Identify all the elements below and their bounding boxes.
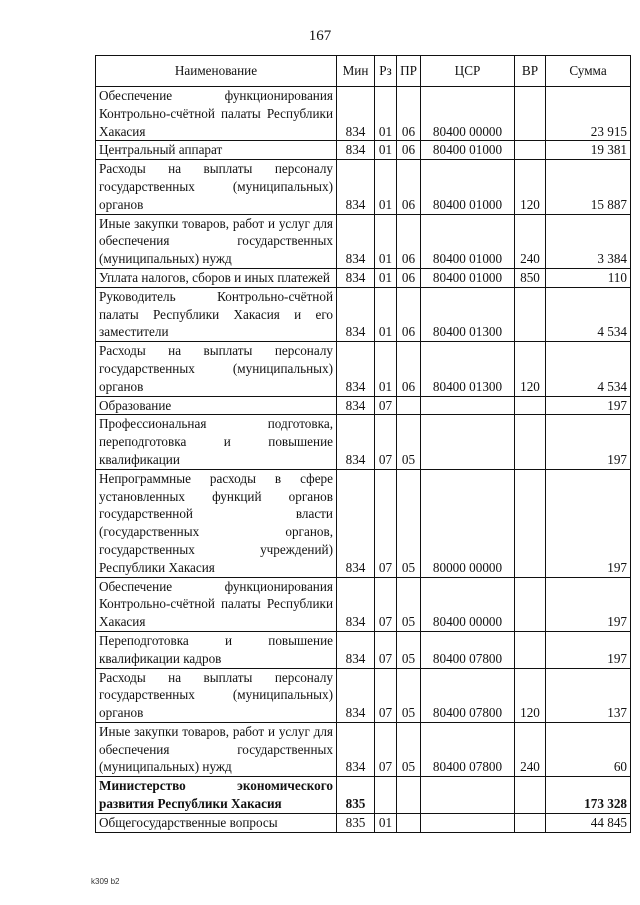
table-row bbox=[96, 287, 631, 341]
cell-csr bbox=[421, 777, 515, 814]
cell-name: Расходы на выплаты персоналу государственных (муниципальных) органов bbox=[96, 668, 337, 722]
cell-rz: 07 bbox=[375, 577, 397, 631]
cell-vr bbox=[515, 577, 546, 631]
cell-sum: 19 381 bbox=[546, 141, 631, 160]
header-sum: Сумма bbox=[546, 56, 631, 87]
table-row bbox=[96, 268, 631, 287]
cell-min: 834 bbox=[337, 342, 375, 396]
cell-min: 834 bbox=[337, 268, 375, 287]
cell-sum: 197 bbox=[546, 396, 631, 415]
cell-vr bbox=[515, 287, 546, 341]
cell-pr: 06 bbox=[397, 214, 421, 268]
cell-csr: 80400 00000 bbox=[421, 87, 515, 141]
cell-pr: 06 bbox=[397, 342, 421, 396]
cell-vr bbox=[515, 396, 546, 415]
header-vr: ВР bbox=[515, 56, 546, 87]
table-row bbox=[96, 722, 631, 776]
page-number: 167 bbox=[308, 28, 332, 44]
header-name: Наименование bbox=[96, 56, 337, 87]
table-header-row bbox=[96, 56, 631, 87]
cell-csr: 80400 01000 bbox=[421, 214, 515, 268]
cell-min: 834 bbox=[337, 469, 375, 577]
table-row bbox=[96, 415, 631, 469]
cell-rz: 07 bbox=[375, 631, 397, 668]
cell-name: Иные закупки товаров, работ и услуг для обеспечения государственных (муниципальных) нужд bbox=[96, 214, 337, 268]
cell-rz: 07 bbox=[375, 722, 397, 776]
cell-name: Непрограммные расходы в сфере установленных функций органов государственной власти (государственных органов, государственных учреждений) Республики Хакасия bbox=[96, 469, 337, 577]
table-row bbox=[96, 631, 631, 668]
cell-sum: 173 328 bbox=[546, 777, 631, 814]
cell-rz: 01 bbox=[375, 268, 397, 287]
cell-vr: 120 bbox=[515, 160, 546, 214]
cell-min: 834 bbox=[337, 160, 375, 214]
cell-csr: 80400 07800 bbox=[421, 668, 515, 722]
cell-sum: 197 bbox=[546, 577, 631, 631]
cell-csr: 80400 00000 bbox=[421, 577, 515, 631]
cell-sum: 44 845 bbox=[546, 813, 631, 832]
cell-pr: 06 bbox=[397, 160, 421, 214]
table-row bbox=[96, 396, 631, 415]
cell-sum: 137 bbox=[546, 668, 631, 722]
cell-min: 835 bbox=[337, 777, 375, 814]
cell-pr: 06 bbox=[397, 87, 421, 141]
cell-csr: 80400 07800 bbox=[421, 631, 515, 668]
cell-csr: 80400 07800 bbox=[421, 722, 515, 776]
budget-table bbox=[95, 55, 631, 833]
cell-csr bbox=[421, 396, 515, 415]
cell-vr: 240 bbox=[515, 722, 546, 776]
cell-csr: 80400 01300 bbox=[421, 287, 515, 341]
cell-min: 834 bbox=[337, 214, 375, 268]
cell-rz: 01 bbox=[375, 160, 397, 214]
cell-rz: 07 bbox=[375, 415, 397, 469]
cell-vr bbox=[515, 469, 546, 577]
cell-min: 834 bbox=[337, 577, 375, 631]
cell-csr: 80400 01000 bbox=[421, 160, 515, 214]
cell-csr bbox=[421, 415, 515, 469]
table-row bbox=[96, 813, 631, 832]
cell-name: Министерство экономического развития Республики Хакасия bbox=[96, 777, 337, 814]
cell-min: 834 bbox=[337, 415, 375, 469]
cell-pr bbox=[397, 813, 421, 832]
cell-csr: 80000 00000 bbox=[421, 469, 515, 577]
cell-min: 834 bbox=[337, 631, 375, 668]
cell-sum: 197 bbox=[546, 631, 631, 668]
cell-vr: 120 bbox=[515, 668, 546, 722]
cell-pr: 05 bbox=[397, 668, 421, 722]
cell-sum: 60 bbox=[546, 722, 631, 776]
table-body bbox=[96, 87, 631, 833]
cell-rz: 07 bbox=[375, 469, 397, 577]
cell-pr: 05 bbox=[397, 631, 421, 668]
cell-name: Обеспечение функционирования Контрольно-счётной палаты Республики Хакасия bbox=[96, 87, 337, 141]
cell-vr: 120 bbox=[515, 342, 546, 396]
cell-name: Руководитель Контрольно-счётной палаты Республики Хакасия и его заместители bbox=[96, 287, 337, 341]
cell-rz: 01 bbox=[375, 813, 397, 832]
cell-vr bbox=[515, 415, 546, 469]
cell-rz: 01 bbox=[375, 141, 397, 160]
cell-vr: 850 bbox=[515, 268, 546, 287]
header-pr: ПР bbox=[397, 56, 421, 87]
cell-rz: 01 bbox=[375, 287, 397, 341]
cell-min: 834 bbox=[337, 668, 375, 722]
cell-vr bbox=[515, 141, 546, 160]
cell-sum: 15 887 bbox=[546, 160, 631, 214]
cell-sum: 4 534 bbox=[546, 342, 631, 396]
cell-pr: 06 bbox=[397, 141, 421, 160]
table-row bbox=[96, 469, 631, 577]
cell-vr bbox=[515, 777, 546, 814]
header-csr: ЦСР bbox=[421, 56, 515, 87]
cell-pr: 05 bbox=[397, 469, 421, 577]
table-row bbox=[96, 577, 631, 631]
cell-sum: 3 384 bbox=[546, 214, 631, 268]
cell-vr bbox=[515, 813, 546, 832]
cell-sum: 4 534 bbox=[546, 287, 631, 341]
cell-min: 835 bbox=[337, 813, 375, 832]
cell-pr: 06 bbox=[397, 287, 421, 341]
table-row bbox=[96, 668, 631, 722]
cell-min: 834 bbox=[337, 141, 375, 160]
cell-min: 834 bbox=[337, 287, 375, 341]
cell-sum: 197 bbox=[546, 469, 631, 577]
cell-csr bbox=[421, 813, 515, 832]
cell-pr: 05 bbox=[397, 577, 421, 631]
cell-min: 834 bbox=[337, 722, 375, 776]
cell-min: 834 bbox=[337, 87, 375, 141]
cell-rz: 07 bbox=[375, 396, 397, 415]
cell-rz: 01 bbox=[375, 214, 397, 268]
cell-name: Переподготовка и повышение квалификации кадров bbox=[96, 631, 337, 668]
cell-name: Расходы на выплаты персоналу государственных (муниципальных) органов bbox=[96, 342, 337, 396]
cell-min: 834 bbox=[337, 396, 375, 415]
cell-pr: 06 bbox=[397, 268, 421, 287]
cell-name: Образование bbox=[96, 396, 337, 415]
cell-rz: 07 bbox=[375, 668, 397, 722]
cell-name: Центральный аппарат bbox=[96, 141, 337, 160]
cell-sum: 23 915 bbox=[546, 87, 631, 141]
cell-vr bbox=[515, 87, 546, 141]
cell-rz: 01 bbox=[375, 342, 397, 396]
table-row bbox=[96, 87, 631, 141]
cell-sum: 110 bbox=[546, 268, 631, 287]
cell-pr: 05 bbox=[397, 722, 421, 776]
cell-name: Обеспечение функционирования Контрольно-счётной палаты Республики Хакасия bbox=[96, 577, 337, 631]
cell-csr: 80400 01300 bbox=[421, 342, 515, 396]
cell-rz bbox=[375, 777, 397, 814]
header-min: Мин bbox=[337, 56, 375, 87]
cell-vr bbox=[515, 631, 546, 668]
cell-pr: 05 bbox=[397, 415, 421, 469]
cell-name: Уплата налогов, сборов и иных платежей bbox=[96, 268, 337, 287]
cell-vr: 240 bbox=[515, 214, 546, 268]
table-row bbox=[96, 141, 631, 160]
table-row bbox=[96, 777, 631, 814]
header-rz: Рз bbox=[375, 56, 397, 87]
footnote: k309 b2 bbox=[91, 877, 120, 886]
cell-name: Общегосударственные вопросы bbox=[96, 813, 337, 832]
table-row bbox=[96, 160, 631, 214]
table-row bbox=[96, 342, 631, 396]
cell-csr: 80400 01000 bbox=[421, 141, 515, 160]
cell-name: Иные закупки товаров, работ и услуг для обеспечения государственных (муниципальных) нужд bbox=[96, 722, 337, 776]
cell-csr: 80400 01000 bbox=[421, 268, 515, 287]
cell-pr bbox=[397, 777, 421, 814]
table-row bbox=[96, 214, 631, 268]
cell-rz: 01 bbox=[375, 87, 397, 141]
cell-sum: 197 bbox=[546, 415, 631, 469]
cell-name: Профессиональная подготовка, переподготовка и повышение квалификации bbox=[96, 415, 337, 469]
cell-pr bbox=[397, 396, 421, 415]
cell-name: Расходы на выплаты персоналу государственных (муниципальных) органов bbox=[96, 160, 337, 214]
